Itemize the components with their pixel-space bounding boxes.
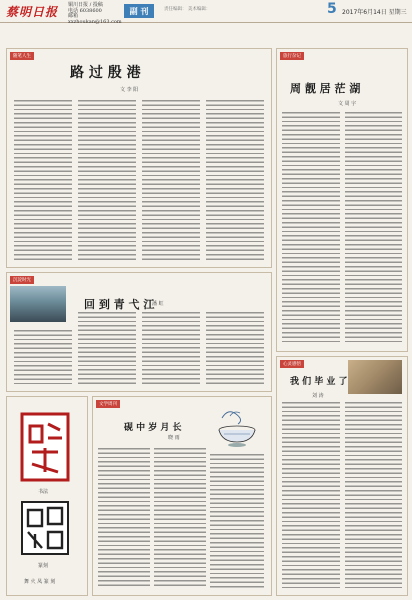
- section-badge: 副 刊: [124, 4, 154, 18]
- body-text-column: [142, 312, 200, 384]
- seal-caption: 书法: [38, 489, 49, 495]
- body-text-column: [14, 330, 72, 384]
- column-label: 沉淀时光: [10, 276, 34, 284]
- body-text-column: [98, 448, 150, 588]
- body-text-column: [154, 448, 206, 588]
- body-text-column: [206, 312, 264, 384]
- newspaper-logo: 蔡明日报: [6, 5, 59, 19]
- article-author: 文 周 宇: [338, 101, 357, 107]
- article-author: 刘 涛: [312, 393, 324, 399]
- body-text-column: [282, 112, 340, 344]
- article-title: 砚 中 岁 月 长: [124, 423, 182, 433]
- body-text-column: [206, 100, 264, 260]
- column-label: 心灵感悟: [280, 360, 304, 368]
- body-text-column: [282, 402, 340, 588]
- ink-bowl-illustration: [208, 404, 266, 450]
- article-title: 路 过 殷 港: [70, 65, 141, 81]
- issue-info-line: 铜川日报 / 投稿: [68, 2, 103, 8]
- article-title: 回 到 青 弋 江: [84, 298, 155, 311]
- red-seal-stamp: [20, 412, 70, 482]
- artist-credit: 舞 火 凤 篆 刻: [24, 579, 56, 585]
- column-label: 旅行杂记: [280, 52, 304, 60]
- issue-info: [68, 2, 122, 25]
- body-text-column: [345, 402, 402, 588]
- column-label: 文学周刊: [96, 400, 120, 408]
- square-seal-stamp: [20, 500, 70, 556]
- column-label: 随笔人生: [10, 52, 34, 60]
- seal-art-caption: 篆刻: [38, 563, 49, 569]
- river-photo: [10, 286, 66, 322]
- article-title: 周 靓 居 茫 湖: [290, 82, 361, 95]
- article-author: 文 李 阳: [120, 87, 139, 93]
- article-author: 潘 虹: [152, 301, 164, 307]
- issue-date: 2017年6月14日 星期三: [342, 9, 407, 16]
- editor-info: 责任编辑： 美术编辑：: [164, 7, 211, 12]
- body-text-column: [14, 100, 72, 260]
- issue-info-line: 电话 6038600: [68, 7, 102, 14]
- article-author: 晓 雨: [168, 435, 180, 441]
- page-number: 5: [327, 1, 337, 17]
- issue-info-line: 邮箱 xxzhoukan@163.com: [68, 13, 122, 25]
- article-title: 我 们 毕 业 了: [290, 377, 348, 387]
- body-text-column: [142, 100, 200, 260]
- body-text-column: [210, 454, 264, 588]
- classroom-photo: [348, 360, 402, 394]
- body-text-column: [78, 312, 136, 384]
- body-text-column: [78, 100, 136, 260]
- body-text-column: [345, 112, 402, 344]
